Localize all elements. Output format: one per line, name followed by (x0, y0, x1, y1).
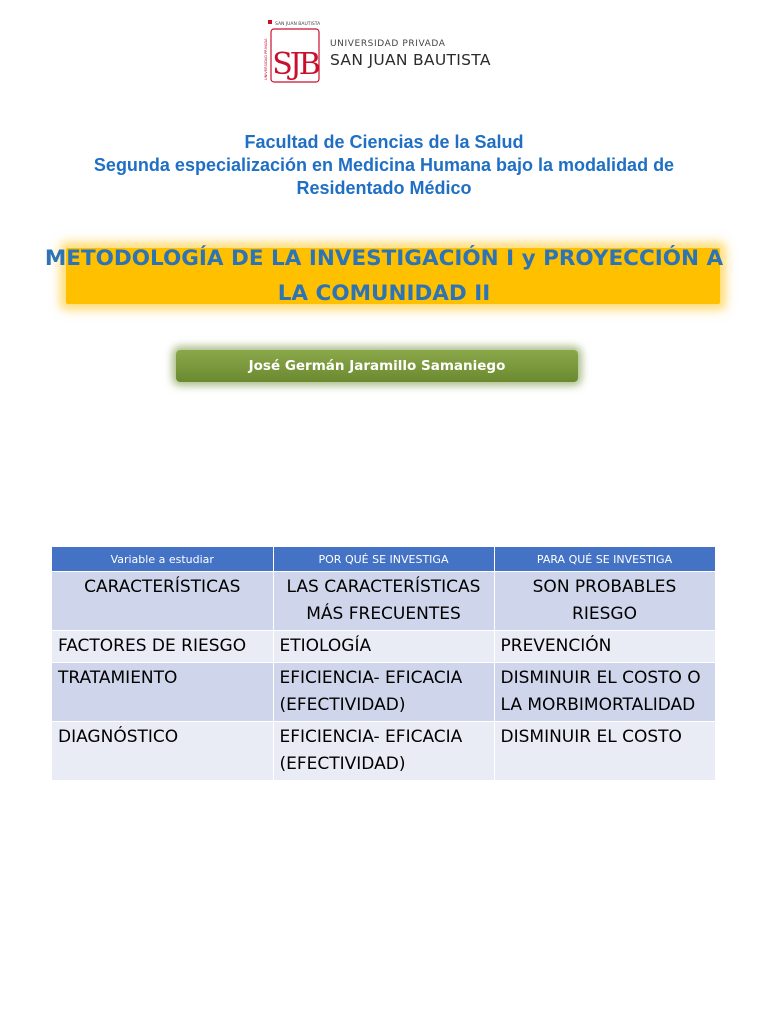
course-title (40, 241, 728, 311)
program-name-line1: Segunda especialización en Medicina Humana bajo la modalidad de (93, 155, 675, 175)
logo-line1: UNIVERSIDAD PRIVADA (330, 39, 446, 49)
table-cell: ETIOLOGÍA (273, 631, 494, 663)
table-cell: FACTORES DE RIESGO (52, 631, 273, 663)
research-variables-table (52, 547, 716, 780)
table-header-row (52, 547, 715, 572)
course-title-line1: METODOLOGÍA DE LA INVESTIGACIÓN I y PROYECCIÓN A (44, 246, 724, 271)
table-cell: EFICIENCIA- EFICACIA (EFECTIVIDAD) (273, 722, 494, 781)
logo-monogram: SJB (272, 47, 318, 82)
table-cell: TRATAMIENTO (52, 663, 273, 722)
column-header: PARA QUÉ SE INVESTIGA (494, 547, 715, 572)
table-row (52, 572, 715, 631)
faculty-header (40, 131, 728, 200)
table-cell: DISMINUIR EL COSTO (494, 722, 715, 781)
table-cell: DISMINUIR EL COSTO O LA MORBIMORTALIDAD (494, 663, 715, 722)
table-cell: LAS CARACTERÍSTICAS MÁS FRECUENTES (273, 572, 494, 631)
table-cell: DIAGNÓSTICO (52, 722, 273, 781)
table-row (52, 631, 715, 663)
logo-small-caption: SAN JUAN BAUTISTA (275, 22, 321, 27)
table-cell: SON PROBABLES RIESGO (494, 572, 715, 631)
course-title-line2: LA COMUNIDAD II (277, 281, 491, 306)
logo-line2: SAN JUAN BAUTISTA (330, 51, 491, 69)
university-logo (262, 20, 512, 84)
sjb-logo-mark (262, 20, 322, 84)
table-cell: EFICIENCIA- EFICACIA (EFECTIVIDAD) (273, 663, 494, 722)
column-header: Variable a estudiar (52, 547, 273, 572)
faculty-name: Facultad de Ciencias de la Salud (244, 132, 524, 152)
column-header: POR QUÉ SE INVESTIGA (273, 547, 494, 572)
table-cell: PREVENCIÓN (494, 631, 715, 663)
table-cell: CARACTERÍSTICAS (52, 572, 273, 631)
author-name: José Germán Jaramillo Samaniego (248, 358, 506, 374)
program-name-line2: Residentado Médico (296, 178, 472, 198)
table-row (52, 663, 715, 722)
logo-side-caption: UNIVERSIDAD PRIVADA (264, 38, 268, 80)
table-row (52, 722, 715, 781)
